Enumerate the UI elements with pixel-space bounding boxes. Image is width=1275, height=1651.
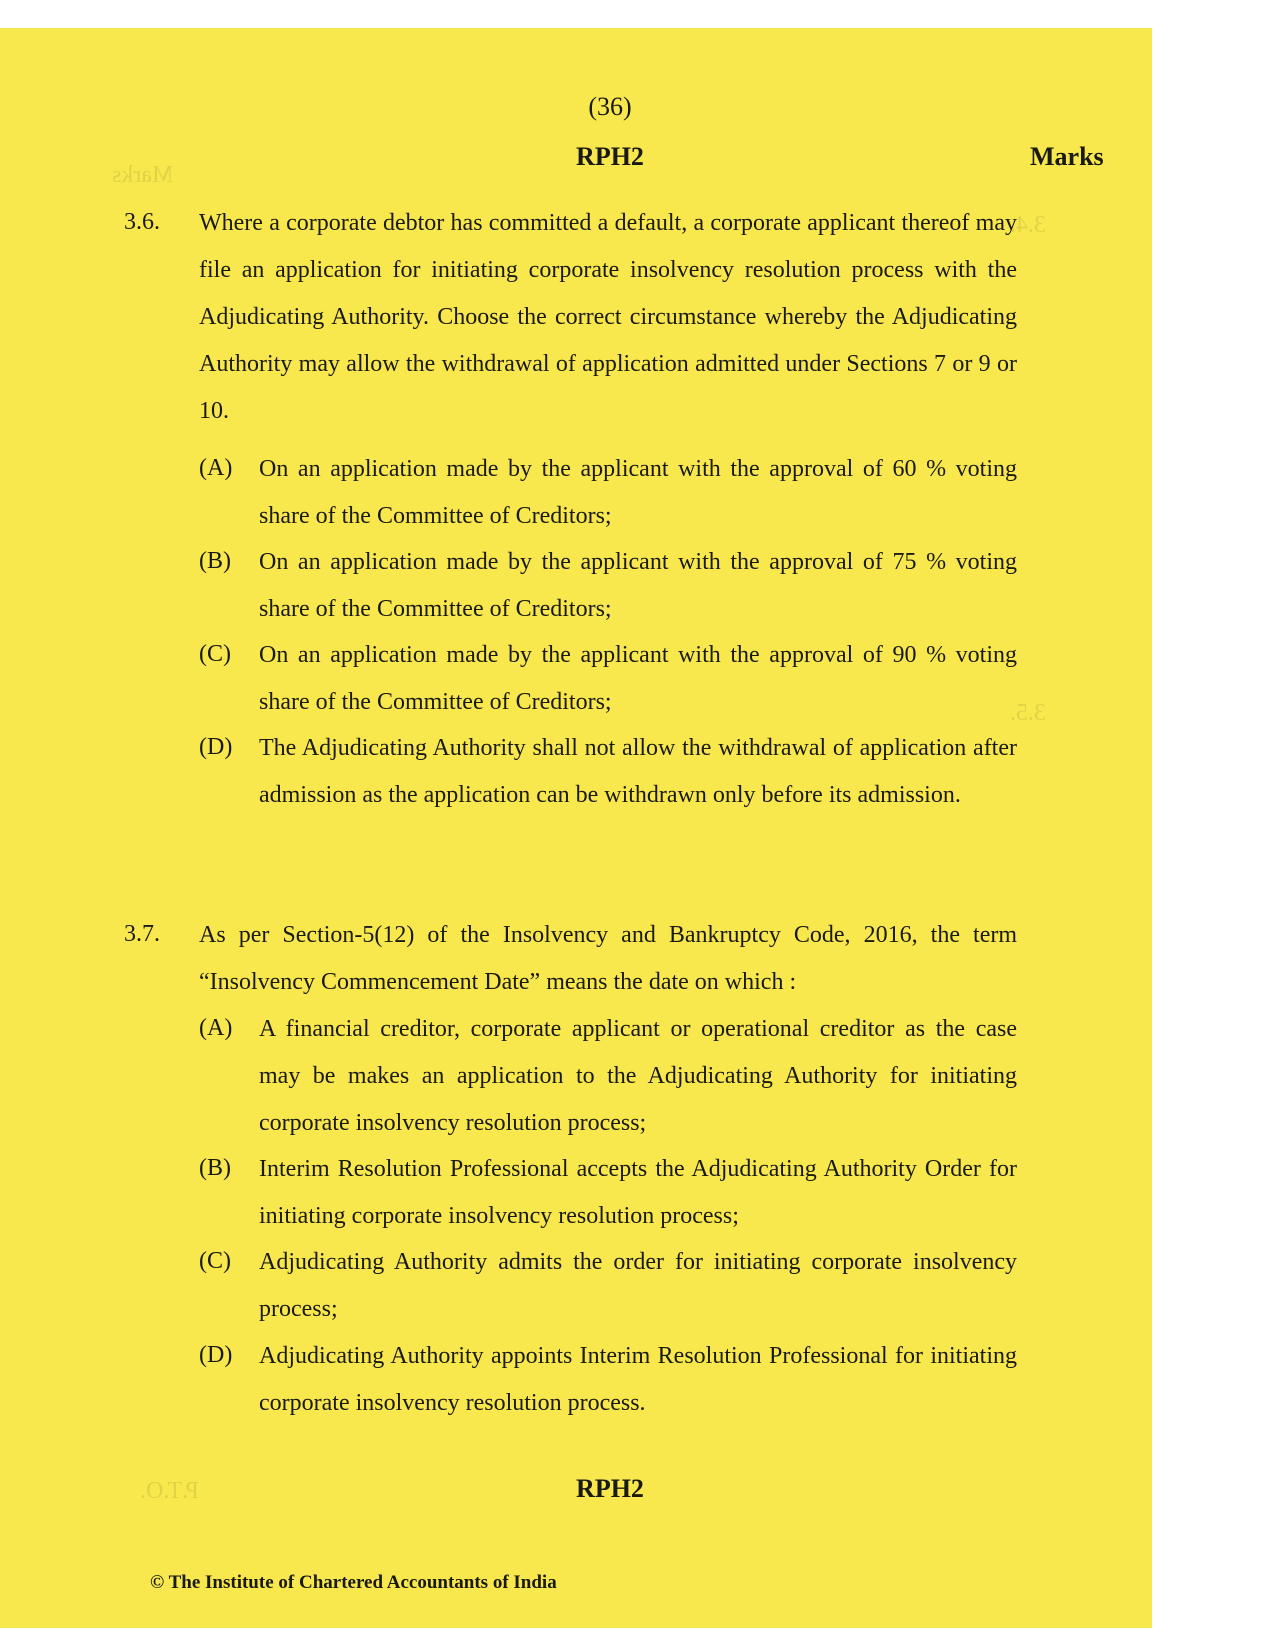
option-text: Adjudicating Authority admits the order for initiating corporate insolvency process;	[259, 1249, 1017, 1322]
option-text: Adjudicating Authority appoints Interim Resolution Professional for initiating corporate insolvency resolution process.	[259, 1343, 1017, 1416]
option-label: (D)	[199, 1342, 233, 1368]
option-text: Interim Resolution Professional accepts the Adjudicating Authority Order for initiating corporate insolvency resolution process;	[259, 1156, 1017, 1229]
paper-code-header: RPH2	[576, 142, 644, 171]
copyright-notice: © The Institute of Chartered Accountants of India	[150, 1572, 557, 1593]
option-label: (B)	[199, 548, 231, 574]
option-label: (C)	[199, 641, 231, 667]
show-through-pto: P.T.O.	[140, 1478, 199, 1504]
question-text: Where a corporate debtor has committed a default, a corporate applicant thereof may file an application for initiating corporate insolvency resolution process with the Adjudicating Authority. Choose the correct circumstance whereby the Adjudicating Authority may allow the withdrawal of application admitted under Sections 7 or 9 or 10.	[199, 210, 1017, 424]
option-label: (A)	[199, 455, 233, 481]
page-number: (36)	[588, 92, 632, 121]
option-text: On an application made by the applicant with the approval of 75 % voting share of the Committee of Creditors;	[259, 549, 1017, 622]
question-text: As per Section-5(12) of the Insolvency and Bankruptcy Code, 2016, the term “Insolvency Commencement Date” means the date on which :	[199, 922, 1017, 995]
show-through-marks: Marks	[112, 162, 174, 188]
marks-label: Marks	[1030, 142, 1104, 171]
show-through-number-2: 3.5.	[1010, 700, 1046, 726]
option-text: The Adjudicating Authority shall not allow the withdrawal of application after admission as the application can be withdrawn only before its admission.	[259, 735, 1017, 808]
option-label: (B)	[199, 1155, 231, 1181]
option-label: (D)	[199, 734, 233, 760]
option-label: (A)	[199, 1015, 233, 1041]
question-number: 3.7.	[124, 921, 160, 947]
question-number: 3.6.	[124, 209, 160, 235]
option-label: (C)	[199, 1248, 231, 1274]
paper-code-footer: RPH2	[576, 1474, 644, 1503]
option-text: On an application made by the applicant with the approval of 60 % voting share of the Committee of Creditors;	[259, 456, 1017, 529]
show-through-number-1: 3.4.	[1010, 212, 1046, 238]
option-text: A financial creditor, corporate applicant or operational creditor as the case may be makes an application to the Adjudicating Authority for initiating corporate insolvency resolution process;	[259, 1016, 1017, 1136]
option-text: On an application made by the applicant with the approval of 90 % voting share of the Committee of Creditors;	[259, 642, 1017, 715]
